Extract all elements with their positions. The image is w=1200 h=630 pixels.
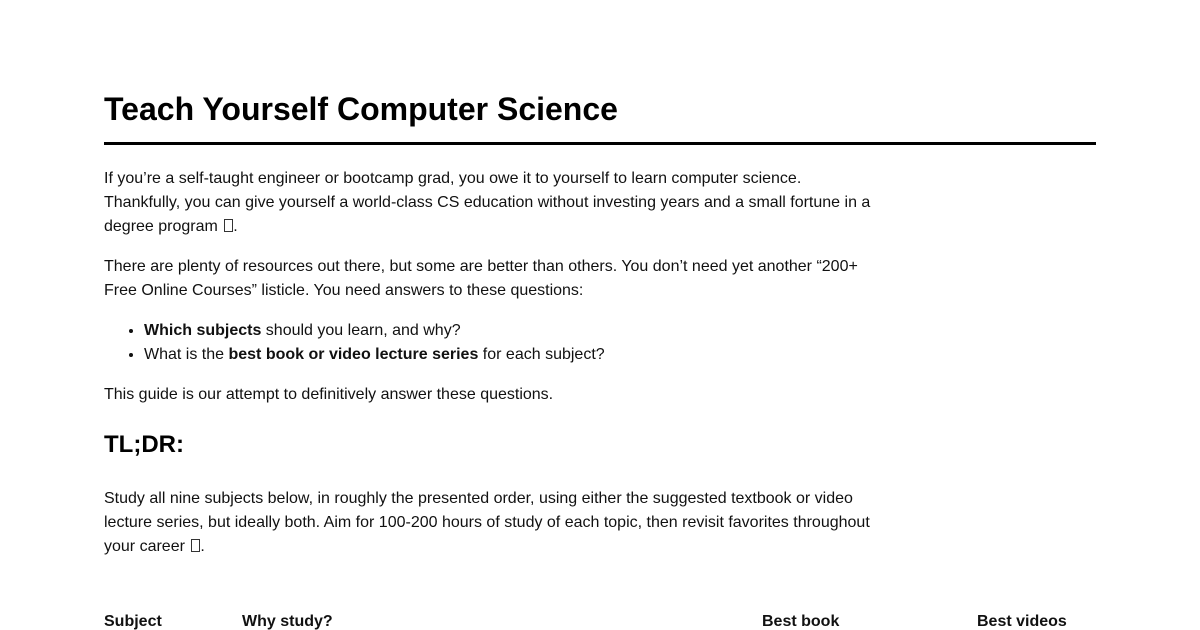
- intro-paragraph-1-text: If you’re a self-taught engineer or bootcamp grad, you owe it to yourself to learn computer science. Thankfully, you can give yourself a world-class CS education without investing years and a small fortune in a degree program: [104, 170, 871, 235]
- tldr-heading: TL;DR:: [104, 431, 184, 458]
- subjects-table-header: [104, 612, 1096, 630]
- page-title: Teach Yourself Computer Science: [104, 88, 1096, 145]
- question-1-rest: should you learn, and why?: [261, 322, 461, 339]
- article-body: [104, 167, 872, 559]
- tldr-end: .: [200, 538, 205, 555]
- table-header-videos: Best videos: [977, 613, 1067, 630]
- table-header-book: Best book: [762, 613, 840, 630]
- intro-paragraph-1: [104, 167, 872, 239]
- intro-paragraph-2: There are plenty of resources out there, but some are better than others. You don’t need yet another “200+ Free Online Courses” listicle. You need answers to these questions:: [104, 258, 858, 299]
- list-item: [144, 343, 872, 367]
- question-2-pre: What is the: [144, 346, 229, 363]
- question-1-bold: Which subjects: [144, 322, 262, 339]
- question-2-bold: best book or video lecture series: [228, 346, 479, 363]
- questions-list: [104, 319, 872, 367]
- article-container: [104, 88, 1096, 575]
- list-item: [144, 319, 872, 343]
- tldr-text: Study all nine subjects below, in roughly the presented order, using either the suggested textbook or video lecture series, but ideally both. Aim for 100-200 hours of study of each topic, then revisit favorites throughout your career: [104, 490, 870, 555]
- table-header-subject: Subject: [104, 613, 162, 630]
- emoji-placeholder-icon: [224, 219, 233, 232]
- tldr-paragraph: [104, 487, 872, 559]
- table-header-why: Why study?: [242, 613, 333, 630]
- intro-paragraph-3: This guide is our attempt to definitively answer these questions.: [104, 386, 554, 403]
- intro-paragraph-1-end: .: [233, 218, 238, 235]
- question-2-rest: for each subject?: [478, 346, 605, 363]
